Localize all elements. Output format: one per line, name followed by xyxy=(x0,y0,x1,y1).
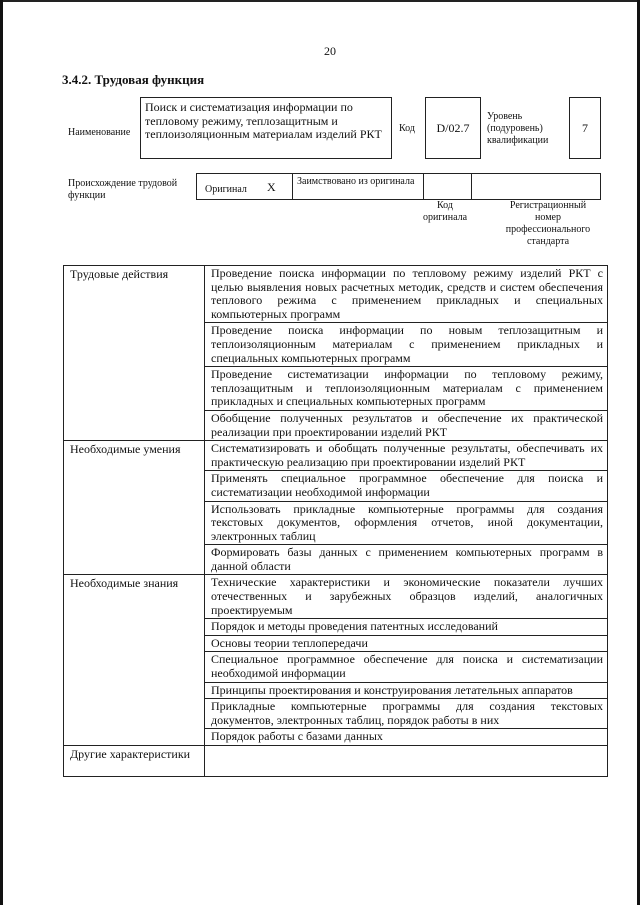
section-item: Принципы проектирования и конструирования летательных аппаратов xyxy=(205,682,608,699)
original-mark: X xyxy=(267,180,276,194)
scan-edge-left xyxy=(0,0,3,905)
section-item xyxy=(205,746,608,777)
original-label: Оригинал xyxy=(205,184,247,195)
table-row xyxy=(64,266,608,323)
section-item: Использовать прикладные компьютерные программы для создания текстовых документов, оформления отчетов, иной документации, электронных таблиц xyxy=(205,501,608,545)
section-item: Прикладные компьютерные программы для создания текстовых документов, электронных таблиц, порядок работы в них xyxy=(205,699,608,729)
reg-number-cell xyxy=(472,174,600,199)
level-value: 7 xyxy=(569,97,601,159)
name-value: Поиск и систематизация информации по тепловому режиму, теплозащитным и теплоизоляционным материалам изделий РКТ xyxy=(140,97,392,159)
scan-edge-top xyxy=(0,0,640,2)
section-item: Порядок и методы проведения патентных исследований xyxy=(205,619,608,636)
origin-label: Происхождение трудовой функции xyxy=(68,178,178,201)
section-item: Порядок работы с базами данных xyxy=(205,729,608,746)
section-item: Формировать базы данных с применением компьютерных программ в данной области xyxy=(205,545,608,575)
section-item: Основы теории теплопередачи xyxy=(205,635,608,652)
code-value: D/02.7 xyxy=(425,97,481,159)
reg-number-label: Регистрационный номер профессионального стандарта xyxy=(505,200,591,247)
code-original-label: Код оригинала xyxy=(422,200,468,223)
borrowed-label: Заимствовано из оригинала xyxy=(297,176,415,187)
section-item: Проведение поиска информации по тепловому режиму изделий РКТ с целью выявления новых расчетных методик, средств и систем обеспечения теплового режима с применением прикладных и специальных компьютерных программ xyxy=(205,266,608,323)
page-number: 20 xyxy=(324,44,336,58)
origin-row xyxy=(196,173,601,200)
name-label: Наименование xyxy=(68,127,131,138)
section-label: Трудовые действия xyxy=(64,266,205,441)
table-row xyxy=(64,441,608,471)
section-label: Необходимые знания xyxy=(64,575,205,746)
section-item: Проведение систематизации информации по тепловому режиму, теплозащитным и теплоизоляционным материалам с применением прикладных и специальных компьютерных программ xyxy=(205,367,608,411)
code-original-cell xyxy=(424,174,472,199)
original-cell xyxy=(197,174,293,199)
level-label: Уровень (подуровень) квалификации xyxy=(487,111,549,146)
section-label: Необходимые умения xyxy=(64,441,205,575)
section-item: Применять специальное программное обеспечение для поиска и систематизации необходимой информации xyxy=(205,471,608,501)
table-row xyxy=(64,575,608,619)
table-row xyxy=(64,746,608,777)
section-item: Проведение поиска информации по новым теплозащитным и теплоизоляционным материалам с применением прикладных и специальных компьютерных программ xyxy=(205,323,608,367)
section-item: Систематизировать и обобщать полученные результаты, обеспечивать их практическую реализацию при проектировании изделий РКТ xyxy=(205,441,608,471)
section-label: Другие характеристики xyxy=(64,746,205,777)
section-title: 3.4.2. Трудовая функция xyxy=(62,72,205,87)
section-item: Технические характеристики и экономические показатели лучших отечественных и зарубежных образцов изделий, аналогичных проектируемым xyxy=(205,575,608,619)
borrowed-cell xyxy=(293,174,424,199)
section-item: Обобщение полученных результатов и обеспечение их практической реализации при проектировании изделий РКТ xyxy=(205,410,608,440)
section-item: Специальное программное обеспечение для поиска и систематизации необходимой информации xyxy=(205,652,608,682)
code-label: Код xyxy=(399,123,415,134)
function-table xyxy=(63,265,608,777)
